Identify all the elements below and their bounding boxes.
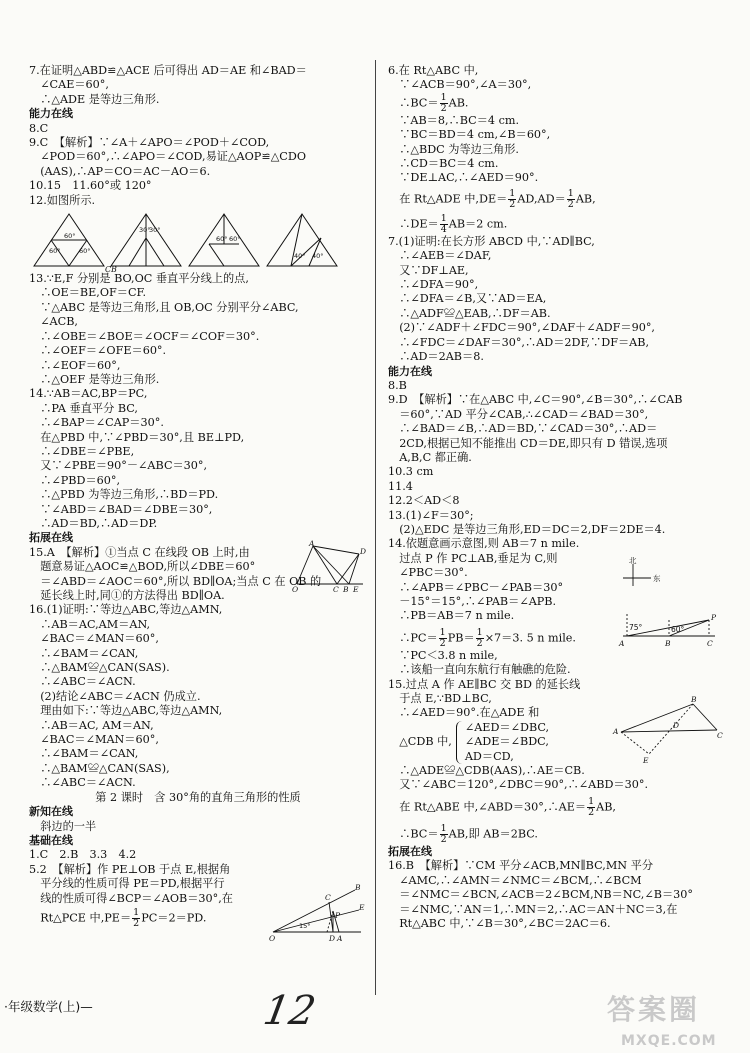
- r16-line4: ＝∠NMC,∵AN＝1,∴MN＝2,∴AC＝AN＋NC＝3,在: [388, 902, 678, 916]
- fraction-denominator: 2: [439, 637, 446, 649]
- section-extension-left: 拓展在线: [29, 531, 73, 545]
- q16-line10: ∠BAC＝∠MAN＝60°,: [29, 733, 159, 747]
- r6-line6: ∴△BDC 为等边三角形.: [388, 142, 519, 156]
- r8: 8.B: [388, 378, 407, 392]
- r9-line2: ＝60°,∵AD 平分∠CAB,∴∠CAD＝∠BAD＝30°,: [388, 407, 649, 421]
- fraction-quarter: [440, 214, 448, 235]
- q8: 8.C: [29, 121, 49, 135]
- fig15-label-c: C: [333, 585, 339, 594]
- fraction-half: [508, 189, 516, 210]
- r15-cond1: ∠AED＝∠DBC,: [464, 720, 550, 734]
- r12: 12.2＜AD＜8: [388, 494, 460, 508]
- r11: 11.4: [388, 479, 413, 493]
- q14-line4: 在△PBD 中,∵∠PBD＝30°,且 BE⊥PD,: [29, 430, 245, 444]
- q15-figure: [291, 539, 367, 594]
- q15-line3: ＝∠ABD＝∠AOC＝60°,所以 BD∥OA;当点 C 在 OB 的: [29, 574, 322, 588]
- q13-line5: ∴∠OBE＝∠BOE＝∠OCF＝∠COF＝30°.: [29, 329, 260, 343]
- r6-line9: [388, 189, 723, 210]
- right-column: [388, 64, 723, 931]
- fig15r-label-d: D: [673, 721, 680, 730]
- section-ability: 能力在线: [29, 107, 73, 121]
- r7-line4: ∴∠DFA＝90°,: [388, 278, 479, 292]
- r6-line9-a: 在 Rt△ADE 中,DE＝: [388, 192, 508, 206]
- q15-line1: 15.A 【解析】①当点 C 在线段 OB 上时,由: [29, 545, 250, 559]
- fig15-label-e: E: [353, 585, 359, 594]
- fig15r-label-b: B: [691, 695, 697, 704]
- fig15-label-d: D: [360, 547, 367, 556]
- fraction-half: [439, 628, 447, 649]
- r10: 10.3 cm: [388, 465, 434, 479]
- r15-line5: ∴△ADE≌△CDB(AAS),∴AE＝CB.: [388, 764, 585, 778]
- section-ability-right: 能力在线: [388, 364, 432, 378]
- q14-line2: ∴PA 垂直平分 BC,: [29, 401, 138, 415]
- fraction-denominator: 2: [567, 198, 574, 210]
- r14-line5: －15°＝15°,∴∠PAB＝∠APB.: [388, 595, 557, 608]
- fig12-angle-6: 60°: [216, 235, 228, 244]
- fraction-half: [440, 824, 448, 845]
- r16-line5: Rt△ABC 中,∵∠B＝30°,∠BC＝2AC＝6.: [388, 916, 611, 930]
- section-extension-right: 拓展在线: [388, 844, 432, 858]
- left-column: [29, 64, 367, 943]
- q16-line4: ∴∠BAM＝∠CAN,: [29, 646, 139, 660]
- q14-line1: 14.∵AB＝AC,BP＝PC,: [29, 387, 148, 401]
- q14-line5: ∴∠DBE＝∠PBE,: [29, 444, 135, 458]
- fig15r-label-a: A: [613, 727, 619, 736]
- q10-11: 10.15 11.60°或 120°: [29, 179, 152, 193]
- fraction-numerator: 1: [440, 212, 447, 224]
- r9-line1: 9.D 【解析】∵在△ABC 中,∠C＝90°,∠B＝30°,∴∠CAB: [388, 393, 683, 407]
- r16-line1: 16.B 【解析】∵CM 平分∠ACB,MN∥BC,MN 平分: [388, 859, 654, 873]
- fig12-angle-8: 40°: [294, 252, 306, 261]
- fraction-numerator: 1: [439, 626, 446, 638]
- section-new-knowledge: 新知在线: [29, 805, 73, 819]
- fig12-angle-1: 60°: [49, 247, 61, 256]
- basic-answers-1-4: 1.C 2.B 3.3 4.2: [29, 848, 137, 862]
- q12-figure: [29, 208, 367, 275]
- handwritten-page-number: 12: [259, 988, 319, 1034]
- fraction-half: [587, 797, 595, 818]
- q13-line1: 13.∵E,F 分别是 BO,OC 垂直平分线上的点,: [29, 272, 249, 286]
- fig15-label-a: A: [309, 539, 315, 548]
- r6-line2: ∵∠ACB＝90°,∠A＝30°,: [388, 78, 532, 92]
- q16-line13: ∴∠ABC＝∠ACN.: [29, 776, 136, 790]
- fraction-numerator: 1: [588, 795, 595, 807]
- r6-line9-c: AB,: [575, 192, 596, 206]
- r14-line9: ∴该船一直向东航行有触礁的危险.: [388, 663, 571, 677]
- fraction-denominator: 2: [588, 806, 595, 818]
- fig52-label-p: P: [335, 911, 341, 920]
- page-footer: ·年级数学(上)—: [4, 999, 93, 1014]
- east-label: 东: [653, 574, 661, 583]
- fraction-denominator: 2: [440, 833, 447, 845]
- r6-line7: ∴CD＝BC＝4 cm.: [388, 157, 499, 171]
- r7-line7: (2)∵∠ADF＋∠FDC＝90°,∠DAF＋∠ADF＝90°,: [388, 321, 655, 335]
- r6-line10-a: ∴DE＝: [388, 217, 439, 231]
- r7-line2: ∴∠AEB＝∠DAF,: [388, 249, 492, 263]
- angle-75: 75°: [629, 623, 643, 632]
- north-label: 北: [629, 556, 637, 565]
- q16-line8: 理由如下:∵等边△ABC,等边△AMN,: [29, 704, 223, 718]
- fig12-angle-2: 60°: [79, 247, 91, 256]
- q9-line3: (AAS),∴AP＝CO＝AC－AO＝6.: [29, 164, 211, 178]
- fraction-half: [567, 189, 575, 210]
- q5-line1: 5.2 【解析】作 PE⊥OB 于点 E,根据角: [29, 862, 231, 876]
- fig12-label-b: B: [111, 265, 117, 275]
- fig12-angle-7: 60°: [229, 235, 241, 244]
- q5-line4-b: PC＝2＝PD.: [141, 911, 207, 925]
- fig14-label-a: A: [619, 639, 625, 648]
- fraction-numerator: 1: [440, 91, 447, 103]
- fraction-numerator: 1: [567, 187, 574, 199]
- r15-line3: ∴∠AED＝90°.在△ADE 和: [388, 706, 540, 720]
- fig12-angle-3: 60°: [64, 232, 76, 241]
- q14-line7: ∴∠PBD＝60°,: [29, 473, 121, 487]
- watermark-url: MXQE.COM: [621, 1033, 717, 1049]
- q12: 12.如图所示.: [29, 193, 96, 207]
- r15-line7-a: 在 Rt△ABE 中,∠ABD＝30°,∴AE＝: [388, 800, 587, 814]
- r7-line5: ∴∠DFA＝∠B,又∵AD＝EA,: [388, 292, 547, 306]
- q13-line6: ∴∠OEF＝∠OFE＝60°.: [29, 344, 167, 358]
- q5-line4-a: Rt△PCE 中,PE＝: [29, 911, 132, 925]
- fraction-numerator: 1: [440, 822, 447, 834]
- r7-line8: ∴∠FDC＝∠DAF＝30°,∴AD＝2DF,∵DF＝AB,: [388, 335, 650, 349]
- r15-line6: 又∵∠ABC＝120°,∠DBC＝90°,∴∠ABD＝30°.: [388, 778, 649, 792]
- q5-line3: 线的性质可得∠BCP＝∠AOB＝30°,在: [29, 891, 233, 905]
- r15-line8-b: AB,即 AB＝2BC.: [448, 827, 538, 841]
- r6-line5: ∵BC＝BD＝4 cm,∠B＝60°,: [388, 128, 551, 142]
- r15-cond2: ∠ADE＝∠BDC,: [464, 735, 549, 749]
- q16-line11: ∴∠BAM＝∠CAN,: [29, 747, 139, 761]
- r14-line7-a: ∴PC＝: [388, 631, 438, 645]
- new-knowledge-answer: 斜边的一半: [29, 819, 97, 833]
- q13-line8: ∴△OEF 是等边三角形.: [29, 372, 160, 386]
- r6-line10: [388, 214, 723, 235]
- fraction-numerator: 1: [509, 187, 516, 199]
- section-basic: 基础在线: [29, 833, 73, 847]
- q16-line5: ∴△BAM≌△CAN(SAS).: [29, 661, 170, 675]
- q9-line2: ∠POD＝60°,∴∠APO＝∠COD,易证△AOP≌△CDO: [29, 150, 306, 164]
- r15-line8: [388, 824, 723, 845]
- r13-line2: (2)△EDC 是等边三角形,ED＝DC＝2,DF＝2DE＝4.: [388, 522, 666, 536]
- r6-line9-b: AD,AD＝: [517, 192, 566, 206]
- triangle-division-figure: [29, 208, 359, 275]
- r6-line1: 6.在 Rt△ABC 中,: [388, 64, 479, 77]
- q14-figure: [613, 556, 723, 656]
- brace-system: [456, 721, 549, 764]
- r15-line1: 15.过点 A 作 AE∥BC 交 BD 的延长线: [388, 677, 581, 691]
- q5-line2: 平分线的性质可得 PE＝PD,根据平行: [29, 877, 225, 891]
- r6-line10-b: AB＝2 cm.: [448, 217, 508, 231]
- column-divider: [375, 60, 376, 995]
- q16-line12: ∴△BAM≌△CAN(SAS),: [29, 761, 170, 775]
- r14-line7-b: PB＝: [447, 631, 475, 645]
- fraction-half: [476, 628, 484, 649]
- fraction-numerator: 1: [133, 906, 140, 918]
- r14-line7-c: ×7＝3. 5 n mile.: [484, 631, 576, 645]
- r9-line4: 2CD,根据已知不能推出 CD＝DE,即只有 D 错误,选项: [388, 436, 668, 450]
- fig15-label-o: O: [292, 585, 299, 594]
- r15-line4: △CDB 中,: [388, 734, 452, 748]
- q7-line1: 7.在证明△ABD≌△ACE 后可得出 AD＝AE 和∠BAD＝: [29, 64, 307, 77]
- q14-line6: 又∵∠PBE＝90°－∠ABC＝30°,: [29, 459, 208, 473]
- r7-line1: 7.(1)证明:在长方形 ABCD 中,∵AD∥BC,: [388, 234, 595, 248]
- r6-line8: ∵DE⊥AC,∴∠AED＝90°.: [388, 171, 539, 185]
- r14-line6: ∴PB＝AB＝7 n mile.: [388, 609, 515, 623]
- q15r-figure: [613, 694, 723, 764]
- fig52-label-o: O: [269, 934, 276, 943]
- r7-line3: 又∵DF⊥AE,: [388, 263, 469, 277]
- r7-line6: ∴△ADF≌△EAB,∴DF＝AB.: [388, 306, 551, 320]
- fig14-label-b: B: [665, 639, 671, 648]
- r14-line8: ∵PC＜3.8 n mile,: [388, 648, 498, 662]
- r6-line3: [388, 93, 723, 114]
- q13-line3: ∵△ABC 是等边三角形,且 OB,OC 分别平分∠ABC,: [29, 300, 299, 314]
- r15-line7-b: AB,: [596, 800, 616, 814]
- r15-line7: [388, 797, 723, 818]
- q9-line1: 9.C 【解析】∵∠A＋∠APO＝∠POD＋∠COD,: [29, 136, 270, 150]
- q16-line3: ∠BAC＝∠MAN＝60°,: [29, 632, 159, 646]
- r6-line3-b: AB.: [448, 96, 469, 110]
- q16-line7: (2)结论∠ABC＝∠ACN 仍成立.: [29, 689, 201, 703]
- q14-line8: ∴△PBD 为等边三角形,∴BD＝PD.: [29, 488, 219, 502]
- q15-line2: 题意易证△AOC≌△BOD,所以∠DBE＝60°: [29, 560, 256, 574]
- q14-line9: ∵∠ABD＝∠BAD＝∠DBE＝30°,: [29, 502, 213, 516]
- fig12-angle-5: 30°: [149, 226, 161, 235]
- fig52-label-e: E: [359, 903, 365, 912]
- fraction-half: [132, 908, 140, 929]
- fig15r-label-c: C: [717, 731, 723, 740]
- fraction-denominator: 2: [133, 917, 140, 929]
- q14-line3: ∴∠BAP＝∠CAP＝30°.: [29, 416, 164, 430]
- q15-line4: 延长线上时,同①的方法得出 BD∥OA.: [29, 589, 225, 602]
- fig12-angle-9: 40°: [312, 252, 324, 261]
- fig15r-label-e: E: [643, 756, 649, 765]
- fig52-label-b: B: [355, 883, 361, 892]
- fraction-half: [440, 93, 448, 114]
- fig52-angle: 15°: [299, 922, 311, 930]
- q16-line9: ∴AB＝AC, AM＝AN,: [29, 718, 154, 732]
- fraction-numerator: 1: [476, 626, 483, 638]
- fraction-denominator: 2: [440, 102, 447, 114]
- q14-line10: ∴AD＝BD,∴AD＝DP.: [29, 516, 158, 530]
- q13-line7: ∴∠EOF＝60°,: [29, 358, 121, 372]
- r16-line3: ＝∠NMC＝∠BCN,∠ACB＝2∠BCM,NB＝NC,∠B＝30°: [388, 888, 693, 902]
- r13-line1: 13.(1)∠F＝30°;: [388, 508, 474, 522]
- fig15-label-b: B: [343, 585, 349, 594]
- r7-line9: ∴AD＝2AB＝8.: [388, 350, 484, 364]
- fig52-label-d: D: [329, 934, 336, 943]
- r15-line2: 于点 E,∵BD⊥BC,: [388, 692, 492, 706]
- q16-line2: ∴AB＝AC,AM＝AN,: [29, 617, 151, 631]
- fig12-label-c: C: [105, 265, 112, 275]
- fig14-label-p: P: [711, 613, 717, 622]
- r15-line8-a: ∴BC＝: [388, 827, 439, 841]
- r9-line3: ∴∠BAD＝∠B,∴AD＝BD,∵∠CAD＝30°,∴AD＝: [388, 422, 658, 436]
- fig14-label-c: C: [707, 639, 713, 648]
- angle-60: 60°: [671, 625, 685, 634]
- q13-line4: ∠ACB,: [29, 315, 78, 329]
- lesson-title: 第 2 课时 含 30°角的直角三角形的性质: [95, 790, 301, 804]
- q13-line2: ∴OE＝BE,OF＝CF.: [29, 286, 147, 300]
- r6-line3-a: ∴BC＝: [388, 96, 439, 110]
- watermark-logo: 答案圈: [607, 993, 701, 1026]
- fraction-denominator: 4: [440, 223, 447, 235]
- q7-line3: ∴△ADE 是等边三角形.: [29, 92, 160, 106]
- q16-line6: ∴∠ABC＝∠ACN.: [29, 675, 136, 689]
- r14-line4: ∴∠APB＝∠PBC－∠PAB＝30°: [388, 580, 564, 594]
- fraction-denominator: 2: [476, 637, 483, 649]
- r14-line2: 过点 P 作 PC⊥AB,垂足为 C,则: [388, 551, 558, 565]
- r6-line4: ∵AB＝8,∴BC＝4 cm.: [388, 113, 520, 127]
- q5-figure: [269, 884, 365, 942]
- fig52-label-a: A: [337, 934, 343, 943]
- r9-line5: A,B,C 都正确.: [388, 450, 472, 464]
- fig52-label-c: C: [325, 893, 331, 902]
- fig12-angle-4: 30°: [139, 226, 151, 235]
- q16-line1: 16.(1)证明:∵等边△ABC,等边△AMN,: [29, 603, 223, 617]
- r16-line2: ∠AMC,∴∠AMN＝∠NMC＝∠BCM,∴∠BCM: [388, 873, 642, 887]
- q7-line2: ∠CAE＝60°,: [29, 78, 109, 92]
- r14-line1: 14.依题意画示意图,则 AB＝7 n mile.: [388, 537, 580, 551]
- r15-cond3: AD＝CD,: [464, 749, 514, 763]
- r14-line3: ∠PBC＝30°.: [388, 566, 468, 580]
- fraction-denominator: 2: [509, 198, 516, 210]
